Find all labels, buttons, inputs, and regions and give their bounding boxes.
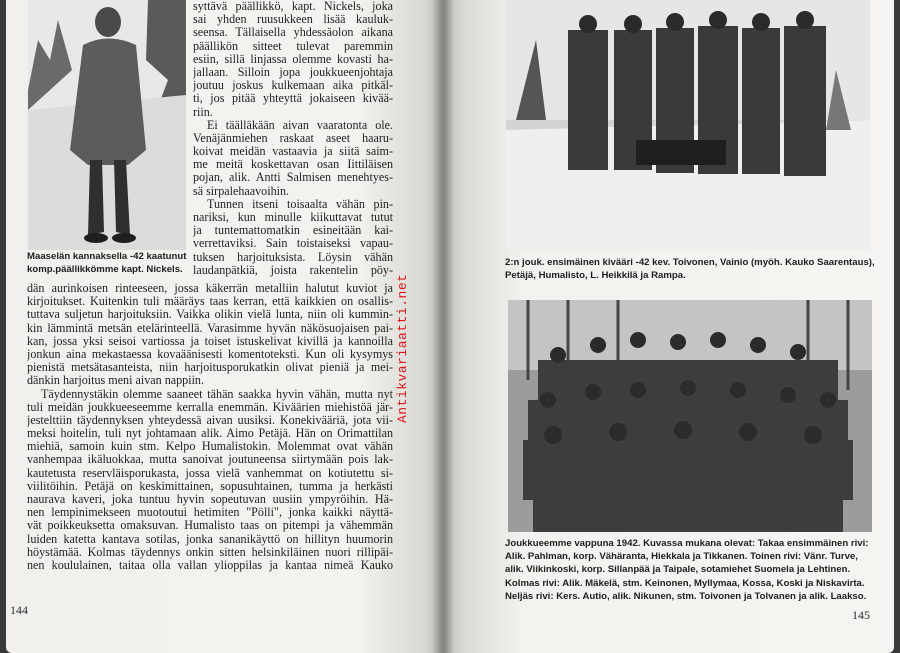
text-line: riin.	[193, 105, 213, 119]
caption-line: Petäjä, Humalisto, L. Heikkilä ja Rampa.	[505, 270, 686, 282]
caption-left-photo	[27, 251, 191, 277]
text-line: me meitä koskettavan osan Iittiläisen	[193, 158, 393, 172]
text-line: nen lempinimekseen muotoutui hetimiten "Pölli", jonka kaikki näyttä-	[27, 506, 393, 520]
text-line: joutuu joskus kulkemaan aika pitkäl-	[193, 79, 393, 93]
text-line: meksi hoitelin, tuli nyt johtamaan alik. Aimo Petäjä. Hän on Orimattilan	[27, 427, 393, 441]
text-line: tuli meidän joukkueeseemme kerralla enemmän. Kiväärien miehistöä jär-	[27, 400, 393, 414]
caption-line: alik. Viikinkoski, korp. Sillanpää ja Taipale, sotamiehet Suomela ja Lehtinen.	[505, 564, 851, 576]
platoon-group-photo	[508, 300, 872, 532]
text-line: Ei täälläkään aivan vaaratonta ole.	[207, 118, 393, 132]
text-line: sä sirpalehaavoihin.	[193, 184, 290, 198]
text-line: tuttava suljetun harjoituksiin. Vaikka olikin vielä lunta, niin oli kummin-	[27, 308, 393, 322]
text-line: jallaan. Silloin jopa joukkueenjohtaja	[193, 65, 393, 79]
text-line: nen koululainen, taitaa olla vallan ylioppilas ja kantaa nimeä Kauko	[27, 558, 393, 572]
book-gutter	[432, 0, 454, 653]
text-line: jestelttiin täydennyksen yhteydessä aivan uusiksi. Konekivääriä, jota vii-	[27, 413, 393, 427]
caption-line: komp.päällikkömme kapt. Nickels.	[27, 264, 183, 276]
text-line: päällikön sitteet tulevat paremmin	[193, 39, 393, 53]
page-number-right: 145	[852, 608, 870, 622]
body-text-wide	[27, 282, 393, 572]
caption-line: Maaselän kannaksella -42 kaatunut	[27, 251, 187, 262]
caption-line: 2:n jouk. ensimäinen kivääri -42 kev. Toivonen, Vainio (myöh. Kauko Saarentaus),	[505, 257, 875, 268]
text-line: seensa. Tällaisella yhdessäolon aikana	[193, 26, 393, 40]
caption-top-photo	[505, 257, 875, 283]
text-line: kautetusta reservläisporukasta, jossa vielä vanhemmat on kotiutettu si-	[27, 466, 393, 480]
caption-line: Alik. Pahlman, korp. Vähäranta, Hiekkala ja Tikkanen. Toinen rivi: Vänr. Turve,	[505, 551, 858, 563]
caption-line: Neljäs rivi: Kers. Autio, alik. Nikunen, stm. Toivonen ja Tolvanen ja alik. Laakso.	[505, 590, 867, 602]
page-number-left: 144	[10, 603, 28, 617]
text-line: tuksen harjoituksista. Löysin vähän	[193, 250, 393, 264]
machine-gun-crew-photo	[506, 0, 870, 250]
text-line: luiden katetta kantava sotilas, jonka sananikäyttö on hillityn huumorin	[27, 532, 393, 546]
text-line: dänkin harjoitus meni aivan nappiin.	[27, 374, 205, 388]
officer-portrait-photo	[28, 0, 186, 250]
text-line: verrettaviksi. Sain toistaiseksi vapau-	[193, 237, 393, 251]
text-line: kan, jossa yksi seisoi vartiossa ja toiset istuskelivat kivillä ja kannoilla	[27, 334, 393, 348]
text-line: naurava kaveri, joka tuntuu hyvin sopeutuvan uusiin ympyröihin. Hä-	[27, 493, 393, 506]
text-line: koivat meidän vastaavia ja siitä saim-	[193, 145, 393, 159]
watermark-text: Antikvariaatti.net	[395, 273, 410, 423]
text-line: syttävä päällikkö, kapt. Nickels, joka	[193, 0, 393, 13]
text-line: miehiä, samoin kuin stm. Kelpo Humalistokin. Molemmat ovat vähän	[27, 440, 393, 454]
text-line: kin lämmintä metsän etelärinteellä. Varasimme hyvän näkösuojaisen pai-	[27, 321, 393, 335]
text-line: Täydennystäkin olemme saaneet tähän saakka hyvin vähän, mutta nyt	[41, 387, 393, 401]
caption-bottom-photo	[505, 538, 875, 604]
text-line: laudanpätkiä, joista rakentelin pöy-	[193, 263, 393, 277]
text-line: jonkun aina mekastaessa kovaäänisesti komentoteksti. Kun oli kysymys	[27, 347, 393, 361]
text-line: pienistä metsätasanteista, niin harjoitusporukatkin olivat pieniä ja mei-	[27, 361, 393, 375]
text-line: viilitöihin. Petäjä on keskimittainen, sopusuhtainen, tumma ja herkästi	[27, 479, 393, 493]
text-line: vanhempaa ikäluokkaa, mutta sanoivat joutuneensa siirtymään pois lak-	[27, 453, 393, 467]
text-line: ja tuntemattomatkin esineitään kai-	[193, 224, 393, 238]
caption-line: Kolmas rivi: Alik. Mäkelä, stm. Keinonen, Myllymaa, Kossa, Koski ja Niskavirta.	[505, 577, 865, 589]
body-text-narrow	[193, 0, 393, 277]
text-line: kirjoitukset. Kuitenkin tuli määräys taas kerran, että kaikkien on osallis-	[27, 295, 393, 309]
text-line: höystämää. Kolmas täydennys onkin sitten helsinkiläinen nuori rillipäi-	[27, 545, 393, 559]
text-line: sai yhden ruusukkeen lisää kauluk-	[193, 13, 393, 27]
text-line: esiin, sillä linjassa olemme kovasti ha-	[193, 52, 393, 66]
text-line: dän aurinkoisen rinteeseen, jossa käkerrän metalliin halutut kuviot ja	[27, 282, 393, 295]
text-line: vät poikkeuksetta omaksuvan. Humalisto taas on pitempi ja vähemmän	[27, 519, 393, 533]
text-line: nariksi, kun minulle kiikuttavat tutut	[193, 211, 393, 224]
text-line: Tunnen itseni toisaalta vähän pin-	[207, 197, 393, 211]
text-line: Venäjänmiehen raskaat aseet haaru-	[193, 131, 393, 145]
text-line: ti, jos pitää yhteyttä jokaiseen kivää-	[193, 92, 393, 106]
text-line: pojan, alik. Antti Salmisen menehtyes-	[193, 171, 393, 185]
caption-line: Joukkueemme vappuna 1942. Kuvassa mukana olevat: Takaa ensimmäinen rivi:	[505, 538, 869, 549]
